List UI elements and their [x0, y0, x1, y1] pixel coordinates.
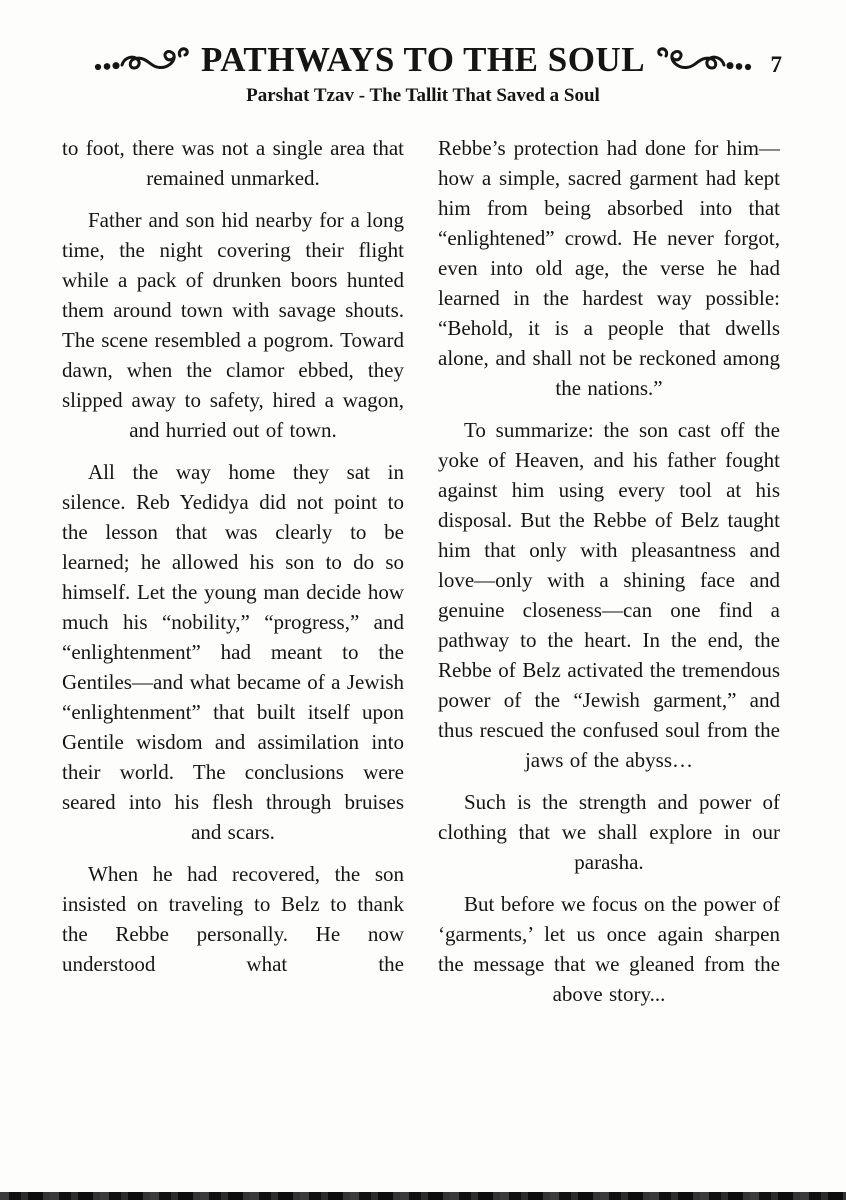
- text-columns: [0, 107, 846, 1021]
- paragraph: But before we focus on the power of ‘garments,’ let us once again sharpen the message that we gleaned from the above story...: [438, 892, 780, 1006]
- paragraph: To summarize: the son cast off the yoke of Heaven, and his father fought against him using every tool at his disposal. But the Rebbe of Belz taught him that only with pleasantness and love—only with a shining face and genuine closeness—can one find a pathway to the heart. In the end, the Rebbe of Belz activated the tremendous power of the “Jewish garment,” and thus rescued the confused soul from the jaws of the abyss…: [438, 418, 780, 772]
- paragraph: All the way home they sat in silence. Reb Yedidya did not point to the lesson that was clearly to be learned; he allowed his son to do so himself. Let the young man decide how much his “nobility,” “progress,” and “enlightenment” had meant to the Gentiles—and what became of a Jewish “enlightenment” that built itself upon Gentile wisdom and assimilation into their world. The conclusions were seared into his flesh through bruises and scars.: [62, 460, 404, 844]
- scanned-page-bottom-edge: [0, 1192, 846, 1200]
- paragraph-continuation: Rebbe’s protection had done for him—how a simple, sacred garment had kept him from being absorbed into that “enlightened” crowd. He never forgot, even into old age, the verse he had learned in the hardest way possible: “Behold, it is a people that dwells alone, and shall not be reckoned among the nations.”: [438, 136, 780, 400]
- page-header: [0, 0, 846, 107]
- book-title: PATHWAYS TO THE SOUL: [200, 40, 646, 79]
- paragraph: Father and son hid nearby for a long time, the night covering their flight while a pack of drunken boors hunted them around town with savage shouts. The scene resembled a pogrom. Toward dawn, when the clamor ebbed, they slipped away to safety, hired a wagon, and hurried out of town.: [62, 208, 404, 442]
- flourish-right-icon: [653, 44, 753, 76]
- right-column: [438, 133, 780, 1021]
- chapter-subtitle: Parshat Tzav - The Tallit That Saved a Soul: [246, 85, 600, 106]
- paragraph: Such is the strength and power of clothing that we shall explore in our parasha.: [438, 790, 780, 874]
- left-column: [62, 133, 404, 1021]
- paragraph-continues-next-column: When he had recovered, the son insisted on traveling to Belz to thank the Rebbe personally. He now understood what the: [62, 862, 404, 976]
- flourish-left-icon: [93, 44, 193, 76]
- paragraph-continuation: to foot, there was not a single area that remained unmarked.: [62, 136, 404, 190]
- page-number: 7: [770, 52, 782, 77]
- title-row: [0, 42, 846, 77]
